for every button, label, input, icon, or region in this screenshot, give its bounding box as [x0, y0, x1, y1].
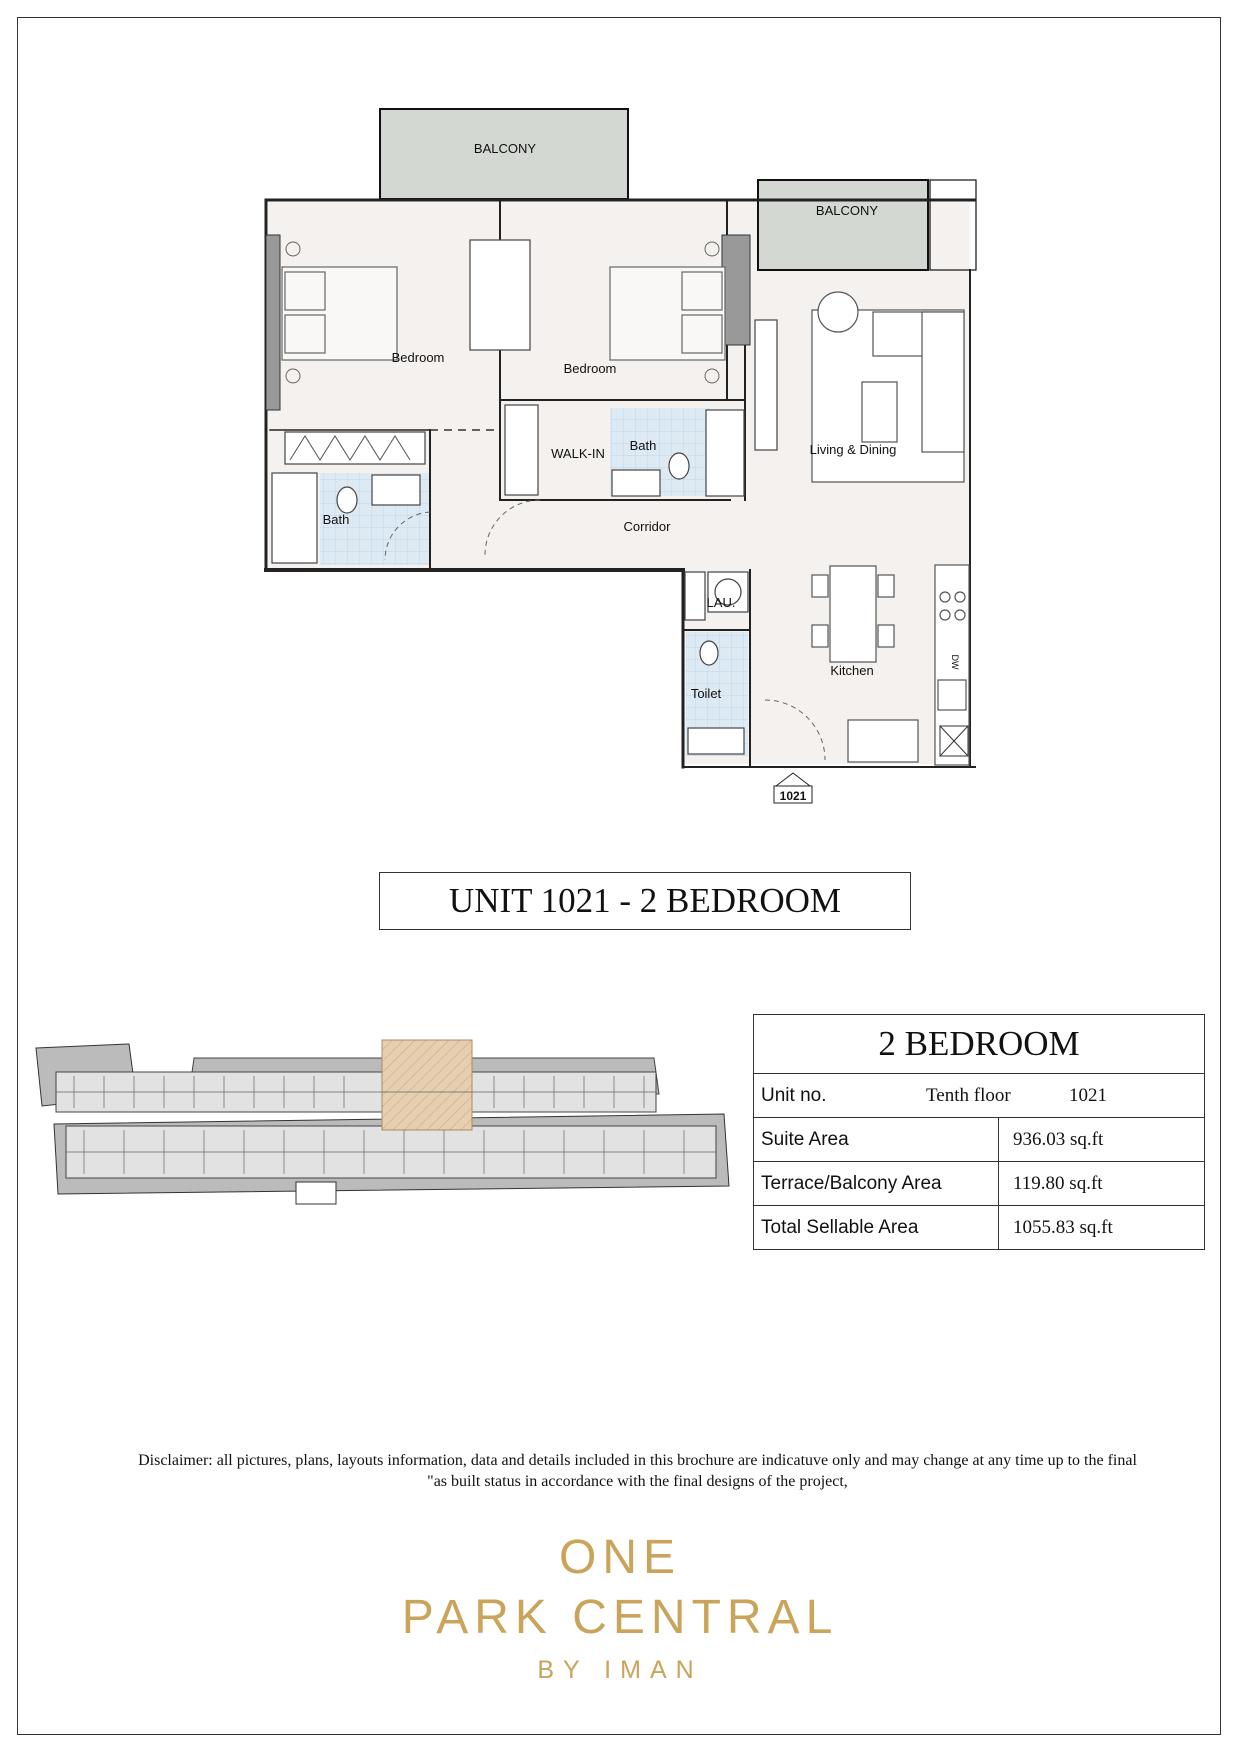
balcony-right: [758, 180, 928, 270]
balcony-label: BALCONY: [815, 203, 879, 218]
bedroom-label: Bedroom: [391, 350, 445, 365]
unit-no-value: 1021: [1069, 1084, 1107, 1106]
bath-label: Bath: [322, 512, 350, 527]
balcony-label: BALCONY: [473, 141, 537, 156]
unit-number-row: [754, 1074, 1205, 1118]
suite-area-label: Suite Area: [754, 1118, 999, 1162]
unit-tag: 1021: [779, 789, 807, 803]
total-area-value: 1055.83 sq.ft: [999, 1206, 1205, 1250]
unit-no-label: Unit no.: [761, 1084, 827, 1106]
unit-title: UNIT 1021 - 2 BEDROOM: [379, 872, 911, 930]
toilet-label: Toilet: [690, 686, 722, 701]
dishwasher-label: DW: [950, 654, 960, 670]
disclaimer-line-2: "as built status in accordance with the final designs of the project,: [427, 1473, 848, 1490]
logo-line-one: ONE: [558, 1531, 681, 1584]
walk-in-label: WALK-IN: [551, 446, 605, 461]
logo-line-park-central: PARK CENTRAL: [401, 1591, 839, 1644]
disclaimer: [60, 1450, 1215, 1492]
brand-logo: [340, 1530, 900, 1690]
disclaimer-line-1: Disclaimer: all pictures, plans, layouts information, data and details included in this brochure are indicatuve only and may change at any time up to the final: [138, 1452, 1137, 1469]
unit-type: 2 BEDROOM: [754, 1015, 1205, 1074]
floor-plan: [0, 0, 1241, 820]
floor-value: Tenth floor: [926, 1084, 1011, 1106]
balcony-area-label: Terrace/Balcony Area: [754, 1162, 999, 1206]
bath-label: Bath: [629, 438, 657, 453]
kitchen-label: Kitchen: [830, 663, 874, 678]
key-plan: [34, 1036, 734, 1216]
total-area-label: Total Sellable Area: [754, 1206, 999, 1250]
logo-line-by-iman: BY IMAN: [537, 1656, 703, 1684]
laundry-label: LAU.: [706, 595, 736, 610]
corridor-label: Corridor: [623, 519, 671, 534]
area-table: [753, 1014, 1205, 1250]
suite-area-value: 936.03 sq.ft: [999, 1118, 1205, 1162]
living-label: Living & Dining: [809, 442, 897, 457]
balcony-area-value: 119.80 sq.ft: [999, 1162, 1205, 1206]
bedroom-label: Bedroom: [563, 361, 617, 376]
